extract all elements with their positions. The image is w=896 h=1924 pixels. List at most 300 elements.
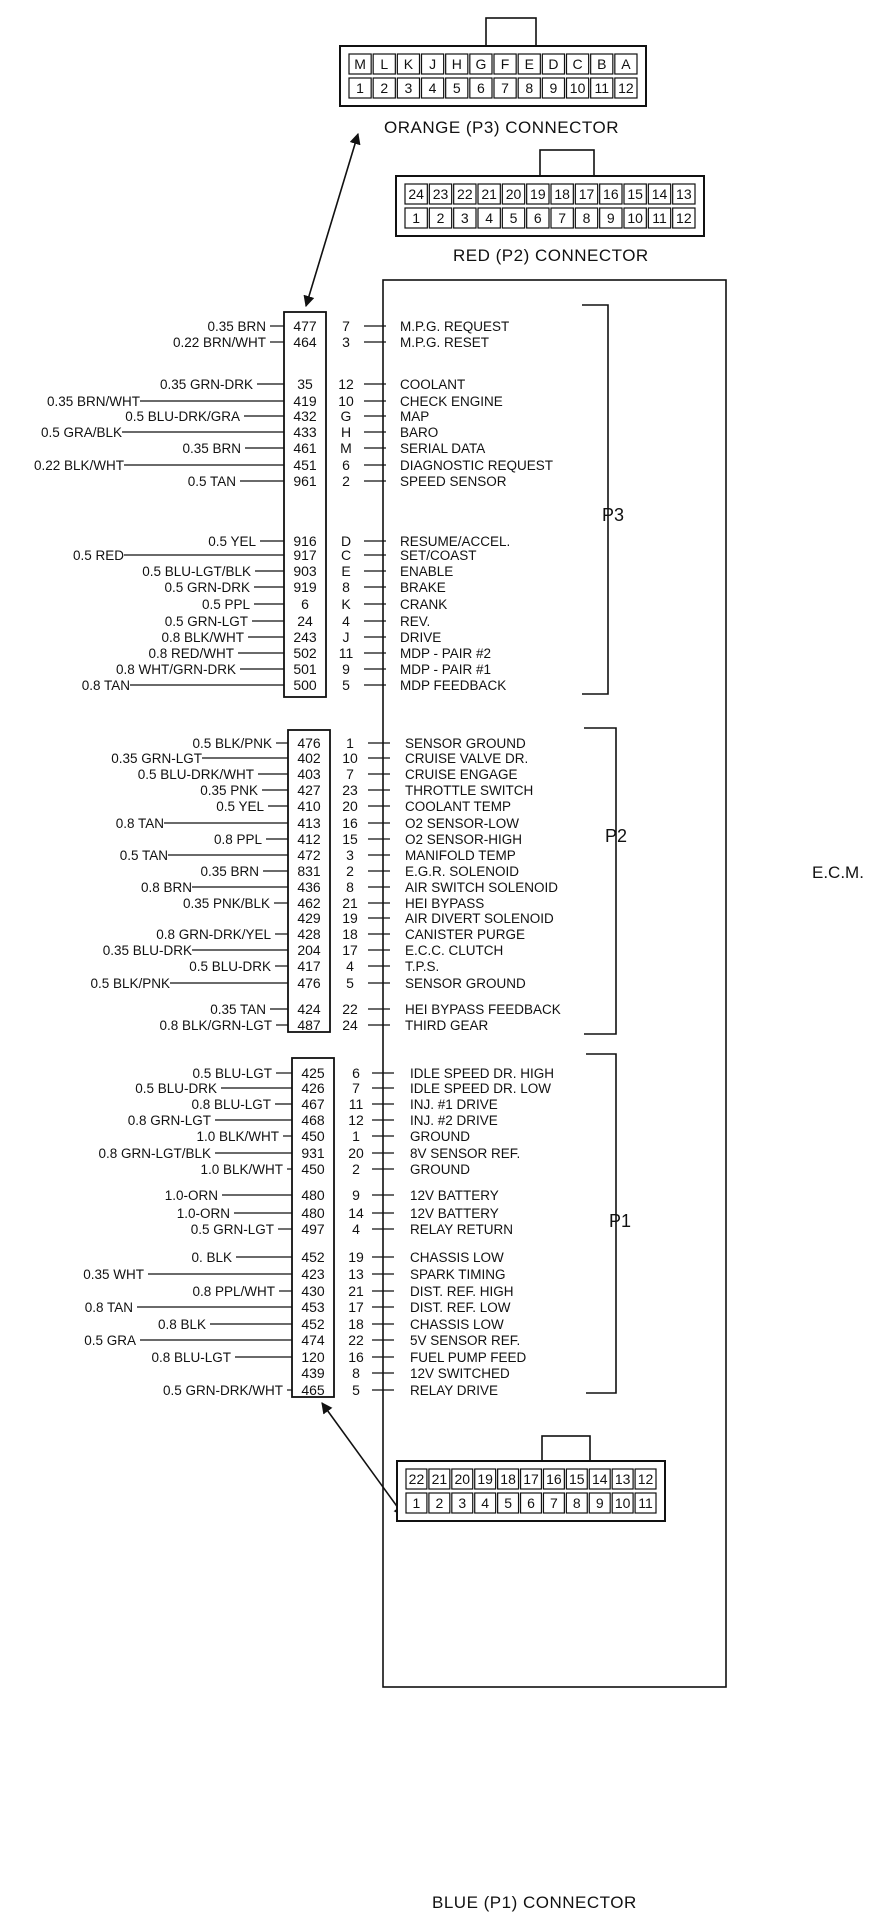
function-label: SPEED SENSOR	[400, 474, 507, 489]
function-label: GROUND	[410, 1162, 470, 1177]
circuit-number: 439	[301, 1365, 325, 1381]
orange-connector-housing	[340, 46, 646, 106]
function-label: CHECK ENGINE	[400, 394, 503, 409]
red-connector-pin-label: 3	[460, 210, 469, 226]
function-label: RESUME/ACCEL.	[400, 534, 511, 549]
wire-row	[216, 798, 511, 814]
blue-connector	[397, 1436, 665, 1521]
function-label: THIRD GEAR	[405, 1018, 489, 1033]
pin-number: 13	[348, 1266, 364, 1282]
circuit-number: 502	[293, 645, 317, 661]
function-label: AIR SWITCH SOLENOID	[405, 880, 559, 895]
wire-label: 0.35 GRN-DRK	[159, 377, 253, 392]
function-label: M.P.G. RESET	[400, 335, 490, 350]
red-connector	[396, 150, 704, 236]
wire-label: 0.8 TAN	[84, 1300, 133, 1315]
pin-number: 9	[352, 1187, 360, 1203]
wire-row	[192, 1065, 554, 1081]
blue-connector-pin-label: 6	[527, 1495, 535, 1511]
pin-number: 11	[348, 1096, 364, 1112]
section-p2-rows	[90, 735, 560, 1033]
circuit-number: 462	[297, 895, 321, 911]
wire-label: 0.8 PPL	[213, 832, 262, 847]
red-connector-pin-label: 19	[530, 186, 546, 202]
pin-number: 3	[346, 847, 354, 863]
function-label: SPARK TIMING	[410, 1267, 506, 1282]
wire-row	[111, 750, 528, 766]
pin-number: 4	[346, 958, 354, 974]
function-label: CRUISE VALVE DR.	[405, 751, 529, 766]
wire-label: 0.8 TAN	[115, 816, 164, 831]
function-label: COOLANT	[400, 377, 466, 392]
pin-number: K	[341, 596, 351, 612]
wire-label: 0.5 YEL	[216, 799, 264, 814]
wire-row	[192, 1283, 513, 1299]
pin-number: 8	[346, 879, 354, 895]
wire-row	[200, 1161, 470, 1177]
circuit-number: 433	[293, 424, 317, 440]
red-connector-pin-label: 14	[651, 186, 668, 202]
circuit-number: 501	[293, 661, 317, 677]
function-label: E.G.R. SOLENOID	[405, 864, 520, 879]
pin-number: 2	[352, 1161, 360, 1177]
orange-connector-pin-label: A	[621, 56, 631, 72]
function-label: DIST. REF. HIGH	[410, 1284, 514, 1299]
circuit-number: 402	[297, 750, 321, 766]
blue-connector-pin-label: 3	[458, 1495, 467, 1511]
wire-label: 0.35 BRN	[200, 864, 259, 879]
function-label: MAP	[400, 409, 430, 424]
wire-row	[120, 847, 516, 863]
orange-connector-pin-label: C	[572, 56, 583, 72]
circuit-number: 467	[301, 1096, 325, 1112]
function-label: BARO	[400, 425, 439, 440]
orange-connector	[340, 18, 646, 106]
orange-connector-pin-label: 11	[594, 80, 610, 96]
function-label: 5V SENSOR REF.	[410, 1333, 521, 1348]
pin-number: 22	[342, 1001, 358, 1017]
circuit-number: 413	[297, 815, 321, 831]
wire-label: 0.5 PPL	[201, 597, 250, 612]
circuit-number: 419	[293, 393, 317, 409]
wire-row	[73, 547, 477, 563]
orange-connector-pin-label: 5	[452, 80, 461, 96]
wire-row	[208, 533, 510, 549]
circuit-number: 452	[301, 1249, 325, 1265]
circuit-number: 35	[297, 376, 313, 392]
wire-label: 0.5 BLU-LGT	[192, 1066, 272, 1081]
blue-connector-pin-label: 13	[614, 1471, 631, 1487]
wire-row	[159, 1017, 488, 1033]
wire-row	[163, 1382, 498, 1398]
orange-connector-arrow	[306, 134, 358, 306]
red-connector-pin-label: 6	[533, 210, 542, 226]
function-label: 12V SWITCHED	[410, 1366, 510, 1381]
wire-row	[156, 926, 525, 942]
orange-connector-pin-label: 8	[525, 80, 534, 96]
pin-number: 21	[342, 895, 358, 911]
pin-number: 14	[348, 1205, 364, 1221]
wire-label: 0.8 BLU-LGT	[151, 1350, 231, 1365]
function-label: RELAY DRIVE	[410, 1383, 499, 1398]
pin-number: 1	[346, 735, 354, 751]
orange-connector-pin-label: 12	[618, 80, 634, 96]
function-label: GROUND	[410, 1129, 470, 1144]
wire-label: 1.0 BLK/WHT	[196, 1129, 279, 1144]
wire-label: 0.5 GRN-LGT	[164, 614, 248, 629]
wire-label: 0.5 BLU-DRK	[189, 959, 271, 974]
blue-connector-pin-label: 11	[638, 1495, 653, 1511]
blue-connector-pin-label: 10	[614, 1495, 631, 1511]
wire-label: 0.5 GRN-DRK/WHT	[162, 1383, 283, 1398]
function-label: INJ. #1 DRIVE	[410, 1097, 498, 1112]
wire-label: 0.22 BLK/WHT	[33, 458, 124, 473]
blue-connector-pin-label: 19	[477, 1471, 493, 1487]
red-connector-pin-label: 13	[676, 186, 692, 202]
red-connector-pin-label: 4	[485, 210, 494, 226]
wire-row	[189, 958, 439, 974]
wire-label: 0.35 PNK	[200, 783, 258, 798]
circuit-number: 453	[301, 1299, 325, 1315]
function-label: REV.	[400, 614, 431, 629]
wire-row	[301, 1365, 510, 1381]
circuit-number: 204	[297, 942, 321, 958]
wire-label: 0.8 PPL/WHT	[192, 1284, 275, 1299]
pin-number: 15	[342, 831, 358, 847]
pin-number: 17	[348, 1299, 364, 1315]
p2-bracket	[584, 728, 616, 1034]
pin-number: 6	[342, 457, 350, 473]
orange-connector-title: ORANGE (P3) CONNECTOR	[384, 118, 619, 137]
pin-number: C	[340, 547, 352, 563]
wire-label: 0.8 GRN-LGT/BLK	[98, 1146, 211, 1161]
function-label: DIAGNOSTIC REQUEST	[400, 458, 554, 473]
red-connector-pin-label: 15	[627, 186, 643, 202]
wire-row	[151, 1349, 526, 1365]
pin-number: 2	[342, 473, 350, 489]
wire-label: 0.35 WHT	[83, 1267, 144, 1282]
pin-number: E	[341, 563, 351, 579]
circuit-number: 427	[297, 782, 321, 798]
function-label: MANIFOLD TEMP	[405, 848, 516, 863]
circuit-number: 468	[301, 1112, 325, 1128]
pin-number: 16	[342, 815, 358, 831]
circuit-number: 451	[293, 457, 317, 473]
p3-section-label: P3	[602, 505, 625, 525]
wire-row	[116, 815, 520, 831]
red-connector-pin-label: 7	[558, 210, 567, 226]
wire-row	[47, 393, 503, 409]
wire-row	[200, 863, 519, 879]
orange-connector-pin-label: G	[475, 56, 487, 72]
pin-number: 19	[348, 1249, 364, 1265]
red-connector-pin-label: 8	[582, 210, 591, 226]
wire-label: 0.5 RED	[72, 548, 124, 563]
blue-connector-pin-label: 14	[591, 1471, 608, 1487]
red-connector-pin-label: 21	[481, 186, 497, 202]
wire-row	[165, 1187, 499, 1203]
pin-number: 24	[342, 1017, 358, 1033]
red-connector-pin-label: 5	[509, 210, 518, 226]
pin-number: 12	[338, 376, 354, 392]
circuit-number: 120	[301, 1349, 325, 1365]
wire-label: 0.8 GRN-LGT	[127, 1113, 211, 1128]
wire-label: 1.0 BLK/WHT	[200, 1162, 283, 1177]
function-label: DRIVE	[400, 630, 442, 645]
function-label: HEI BYPASS FEEDBACK	[405, 1002, 561, 1017]
wire-row	[161, 629, 441, 645]
pin-number: 17	[342, 942, 358, 958]
p3-bracket	[582, 305, 608, 694]
blue-connector-pin-label: 15	[569, 1471, 585, 1487]
orange-connector-pin-label: 3	[404, 80, 413, 96]
circuit-number: 477	[293, 318, 317, 334]
red-connector-pin-label: 2	[436, 210, 445, 226]
wire-label: 0.8 RED/WHT	[148, 646, 234, 661]
wire-label: 0.22 BRN/WHT	[172, 335, 266, 350]
function-label: BRAKE	[400, 580, 446, 595]
pin-number: 19	[342, 910, 358, 926]
wire-label: 0.35 PNK/BLK	[182, 896, 270, 911]
wire-row	[141, 879, 558, 895]
circuit-number: 961	[293, 473, 317, 489]
pin-number: D	[340, 533, 352, 549]
blue-connector-latch	[542, 1436, 590, 1463]
wire-row	[207, 318, 509, 334]
wire-label: 0.35 BRN	[182, 441, 241, 456]
pin-number: 12	[348, 1112, 364, 1128]
red-connector-latch	[540, 150, 594, 178]
p2-section-label: P2	[605, 826, 628, 846]
wire-row	[83, 1266, 505, 1282]
function-label: SERIAL DATA	[400, 441, 486, 456]
function-label: 12V BATTERY	[410, 1206, 499, 1221]
blue-connector-title: BLUE (P1) CONNECTOR	[432, 1893, 637, 1912]
circuit-number: 476	[297, 975, 321, 991]
wire-label: 0.5 BLU-DRK	[135, 1081, 217, 1096]
wire-label: 0.5 GRA/BLK	[40, 425, 122, 440]
pin-number: 22	[348, 1332, 364, 1348]
pin-number: 10	[342, 750, 358, 766]
red-connector-pin-label: 9	[606, 210, 615, 226]
blue-connector-pin-label: 17	[523, 1471, 539, 1487]
pin-number: M	[340, 440, 352, 456]
orange-connector-latch	[486, 18, 536, 46]
wire-label: 0.5 GRN-DRK	[164, 580, 250, 595]
wire-label: 0.35 BRN/WHT	[46, 394, 140, 409]
wire-label: 0.5 BLK/PNK	[90, 976, 170, 991]
pin-number: 11	[338, 645, 354, 661]
red-connector-title: RED (P2) CONNECTOR	[453, 246, 649, 265]
wire-row	[188, 473, 507, 489]
blue-connector-pin-label: 21	[431, 1471, 448, 1487]
wire-label: 0.5 GRA	[84, 1333, 136, 1348]
wire-row	[214, 831, 522, 847]
function-label: SET/COAST	[400, 548, 477, 563]
wire-row	[191, 1249, 504, 1265]
circuit-number: 417	[297, 958, 321, 974]
pin-number: 18	[342, 926, 358, 942]
blue-connector-pin-label: 7	[550, 1495, 558, 1511]
wire-label: 0.5 BLK/PNK	[192, 736, 272, 751]
pin-number: J	[342, 629, 350, 645]
red-connector-pin-label: 16	[603, 186, 619, 202]
wire-row	[158, 1316, 504, 1332]
wire-label: 0.35 BRN	[207, 319, 266, 334]
function-label: O2 SENSOR-HIGH	[405, 832, 523, 847]
pin-number: 4	[352, 1221, 360, 1237]
pin-number: 6	[352, 1065, 360, 1081]
function-label: SENSOR GROUND	[405, 976, 526, 991]
function-label: 12V BATTERY	[410, 1188, 499, 1203]
circuit-number: 476	[297, 735, 321, 751]
wire-row	[164, 579, 445, 595]
circuit-number: 412	[297, 831, 321, 847]
blue-connector-arrow	[322, 1403, 404, 1516]
circuit-number: 931	[301, 1145, 325, 1161]
circuit-number: 500	[293, 677, 317, 693]
orange-connector-pin-label: 10	[569, 80, 586, 96]
circuit-number: 450	[301, 1161, 325, 1177]
orange-connector-pin-label: 6	[477, 80, 485, 96]
pin-number: 5	[342, 677, 350, 693]
function-label: AIR DIVERT SOLENOID	[405, 911, 554, 926]
pin-number: 3	[342, 334, 350, 350]
wire-row	[200, 782, 533, 798]
blue-connector-pin-label: 9	[595, 1495, 604, 1511]
blue-connector-pin-label: 22	[408, 1471, 425, 1487]
function-label: FUEL PUMP FEED	[410, 1350, 527, 1365]
circuit-number: 429	[297, 910, 321, 926]
orange-connector-pin-label: J	[429, 56, 437, 72]
wire-label: 0.8 WHT/GRN-DRK	[115, 662, 236, 677]
wire-label: 1.0-ORN	[164, 1188, 218, 1203]
wire-row	[98, 1145, 520, 1161]
red-connector-pin-label: 23	[432, 186, 449, 202]
pin-number: 4	[342, 613, 350, 629]
wire-label: 0.5 GRN-LGT	[190, 1222, 274, 1237]
wire-label: 0.5 TAN	[187, 474, 236, 489]
wire-row	[210, 1001, 561, 1017]
pin-number: G	[340, 408, 352, 424]
orange-connector-pin-label: D	[548, 56, 559, 72]
pin-number: 21	[348, 1283, 364, 1299]
pin-number: 2	[346, 863, 354, 879]
wire-row	[34, 457, 553, 473]
blue-connector-pin-label: 18	[500, 1471, 516, 1487]
circuit-number: 464	[293, 334, 317, 350]
pin-number: 5	[352, 1382, 360, 1398]
pin-number: 9	[342, 661, 350, 677]
wire-row	[177, 1205, 499, 1221]
wire-label: 0.5 BLU-DRK/WHT	[137, 767, 254, 782]
wire-row	[192, 735, 526, 751]
wire-row	[173, 334, 489, 350]
function-label: O2 SENSOR-LOW	[405, 816, 520, 831]
red-connector-pin-label: 18	[554, 186, 570, 202]
wire-row	[297, 910, 554, 926]
blue-connector-housing	[397, 1461, 665, 1521]
wire-row	[84, 1332, 520, 1348]
blue-connector-pin-label: 12	[637, 1471, 654, 1487]
red-connector-pin-label: 24	[408, 186, 424, 202]
function-label: DIST. REF. LOW	[410, 1300, 511, 1315]
wire-label: 1.0-ORN	[176, 1206, 230, 1221]
function-label: CANISTER PURGE	[405, 927, 526, 942]
wire-row	[41, 424, 438, 440]
red-connector-pin-label: 10	[627, 210, 643, 226]
red-connector-pin-label: 1	[412, 210, 421, 226]
circuit-number: 432	[293, 408, 317, 424]
function-label: COOLANT TEMP	[405, 799, 512, 814]
orange-connector-pin-label: 9	[549, 80, 558, 96]
blue-connector-pin-label: 8	[572, 1495, 581, 1511]
circuit-number: 452	[301, 1316, 325, 1332]
wire-row	[183, 895, 484, 911]
orange-connector-pin-label: 4	[428, 80, 437, 96]
wire-row	[90, 975, 526, 991]
circuit-number: 916	[293, 533, 317, 549]
wire-row	[128, 1112, 498, 1128]
section-p1-rows	[83, 1065, 554, 1398]
red-connector-pin-label: 11	[652, 210, 667, 226]
wire-label: 0.5 TAN	[119, 848, 168, 863]
wire-row	[138, 766, 518, 782]
wire-label: 0.5 BLU-DRK/GRA	[125, 409, 240, 424]
function-label: MDP - PAIR #2	[400, 646, 492, 661]
wire-label: 0. BLK	[191, 1250, 232, 1265]
red-connector-pin-label: 20	[505, 186, 522, 202]
function-label: 8V SENSOR REF.	[410, 1146, 521, 1161]
orange-connector-pin-label: K	[403, 56, 414, 72]
circuit-number: 410	[297, 798, 321, 814]
wire-label: 0.35 BLU-DRK	[102, 943, 192, 958]
function-label: E.C.C. CLUTCH	[405, 943, 504, 958]
circuit-number: 487	[297, 1017, 321, 1033]
circuit-number: 474	[301, 1332, 325, 1348]
orange-connector-pin-label: L	[380, 56, 389, 72]
pin-number: 8	[352, 1365, 360, 1381]
red-connector-housing	[396, 176, 704, 236]
wire-label: 0.5 YEL	[208, 534, 256, 549]
blue-connector-pin-label: 2	[435, 1495, 444, 1511]
circuit-number: 461	[293, 440, 317, 456]
function-label: THROTTLE SWITCH	[405, 783, 534, 798]
section-p3-rows	[34, 318, 553, 693]
orange-connector-pin-label: 7	[501, 80, 509, 96]
function-label: CHASSIS LOW	[410, 1250, 504, 1265]
wire-label: 0.8 BRN	[140, 880, 192, 895]
function-label: MDP FEEDBACK	[400, 678, 507, 693]
pin-number: 8	[342, 579, 350, 595]
blue-connector-pin-label: 20	[454, 1471, 471, 1487]
blue-connector-pin-label: 1	[412, 1495, 421, 1511]
function-label: CRANK	[400, 597, 448, 612]
pin-number: 5	[346, 975, 354, 991]
circuit-number: 6	[301, 596, 309, 612]
pin-number: 7	[352, 1080, 360, 1096]
circuit-number: 831	[297, 863, 321, 879]
function-label: ENABLE	[400, 564, 454, 579]
orange-connector-pin-label: 2	[380, 80, 389, 96]
function-label: INJ. #2 DRIVE	[410, 1113, 498, 1128]
wire-label: 0.5 BLU-LGT/BLK	[142, 564, 251, 579]
pin-number: 1	[352, 1128, 360, 1144]
wire-row	[82, 677, 507, 693]
wire-label: 0.8 BLU-LGT	[191, 1097, 271, 1112]
blue-connector-pin-label: 16	[546, 1471, 562, 1487]
circuit-number: 480	[301, 1205, 325, 1221]
